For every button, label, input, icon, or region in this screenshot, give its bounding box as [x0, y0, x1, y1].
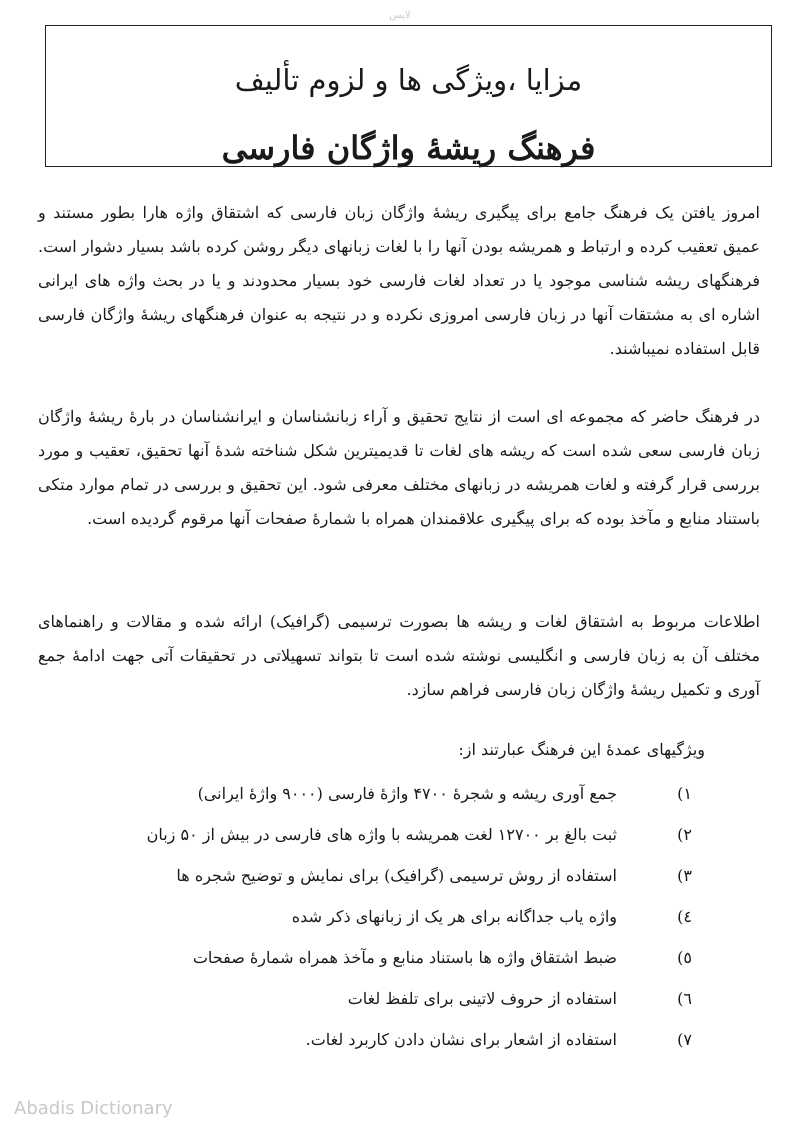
title-line-1: مزایا ،ویژگی ها و لزوم تألیف	[234, 63, 583, 97]
feature-item-7	[17, 1019, 692, 1060]
feature-item-4	[17, 896, 692, 937]
feature-number: ۱)	[677, 784, 692, 803]
bottom-watermark: Abadis Dictionary	[14, 1098, 173, 1119]
features-list	[17, 773, 692, 1060]
feature-number: ٤)	[677, 907, 692, 926]
title-line-2: فرهنگ ریشهٔ واژگان فارسی	[221, 129, 596, 167]
feature-text: ضبط اشتقاق واژه ها باستناد منابع و مآخذ همراه شمارهٔ صفحات	[192, 948, 617, 967]
feature-text: واژه یاب جداگانه برای هر یک از زبانهای ذکر شده	[291, 907, 617, 926]
feature-item-2	[17, 814, 692, 855]
feature-number: ٦)	[677, 989, 692, 1008]
feature-text: جمع آوری ریشه و شجرهٔ ۴۷۰۰ واژهٔ فارسی (۹۰۰۰ واژهٔ ایرانی)	[197, 784, 617, 803]
features-intro: ویژگیهای عمدهٔ این فرهنگ عبارتند از:	[458, 740, 705, 759]
feature-item-1	[17, 773, 692, 814]
feature-text: استفاده از روش ترسیمی (گرافیک) برای نمایش و توضیح شجره ها	[176, 866, 617, 885]
feature-item-6	[17, 978, 692, 1019]
top-watermark: لاپس	[389, 10, 411, 21]
title-box	[45, 25, 772, 167]
feature-item-5	[17, 937, 692, 978]
paragraph-2: در فرهنگ حاضر که مجموعه ای است از نتایج تحقیق و آراء زبانشناسان و ایرانشناسان در بارهٔ ریشهٔ واژگان زبان فارسی سعی شده است که ریشه های لغات تا قدیمیترین شکل شناخته شدهٔ آنها تحقیق، تعقیب و مورد بررسی قرار گرفته و لغات همریشه در زبانهای مختلف معرفی شود. این تحقیق و بررسی در تمام موارد متکی باستناد منابع و مآخذ بوده که برای پیگیری علاقمندان همراه با شمارهٔ صفحات آنها مرقوم گردیده است.	[38, 407, 761, 528]
feature-text: ثبت بالغ بر ۱۲۷۰۰ لغت همریشه با واژه های فارسی در بیش از ۵۰ زبان	[146, 825, 617, 844]
feature-number: ۷)	[677, 1030, 692, 1049]
paragraph-1: امروز یافتن یک فرهنگ جامع برای پیگیری ریشهٔ واژگان زبان فارسی که اشتقاق واژه هارا بطور مستند و عمیق تعقیب کرده و ارتباط و همریشه بودن آنها را با لغات زبانهای دیگر روشن کرده باشد بسیار دشوار است. فرهنگهای ریشه شناسی موجود یا در تعداد لغات فارسی خود بسیار محدودند و یا در بحث واژه های ایرانی اشاره ای به مشتقات آنها در زبان فارسی امروزی نکرده و در نتیجه به عنوان فرهنگهای ریشهٔ واژگان فارسی قابل استفاده نمیباشند.	[38, 203, 761, 358]
feature-number: ٥)	[677, 948, 692, 967]
feature-item-3	[17, 855, 692, 896]
feature-text: استفاده از حروف لاتینی برای تلفظ لغات	[347, 989, 617, 1008]
feature-number: ۲)	[677, 825, 692, 844]
feature-text: استفاده از اشعار برای نشان دادن کاربرد لغات.	[305, 1030, 617, 1049]
feature-number: ۳)	[677, 866, 692, 885]
paragraph-3: اطلاعات مربوط به اشتقاق لغات و ریشه ها بصورت ترسیمی (گرافیک) ارائه شده و مقالات و راهنماهای مختلف آن به زبان فارسی و انگلیسی نوشته شده است تا بتواند تسهیلاتی در تحقیقات آتی جهت ادامهٔ جمع آوری و تکمیل ریشهٔ واژگان زبان فارسی فراهم سازد.	[38, 612, 761, 699]
